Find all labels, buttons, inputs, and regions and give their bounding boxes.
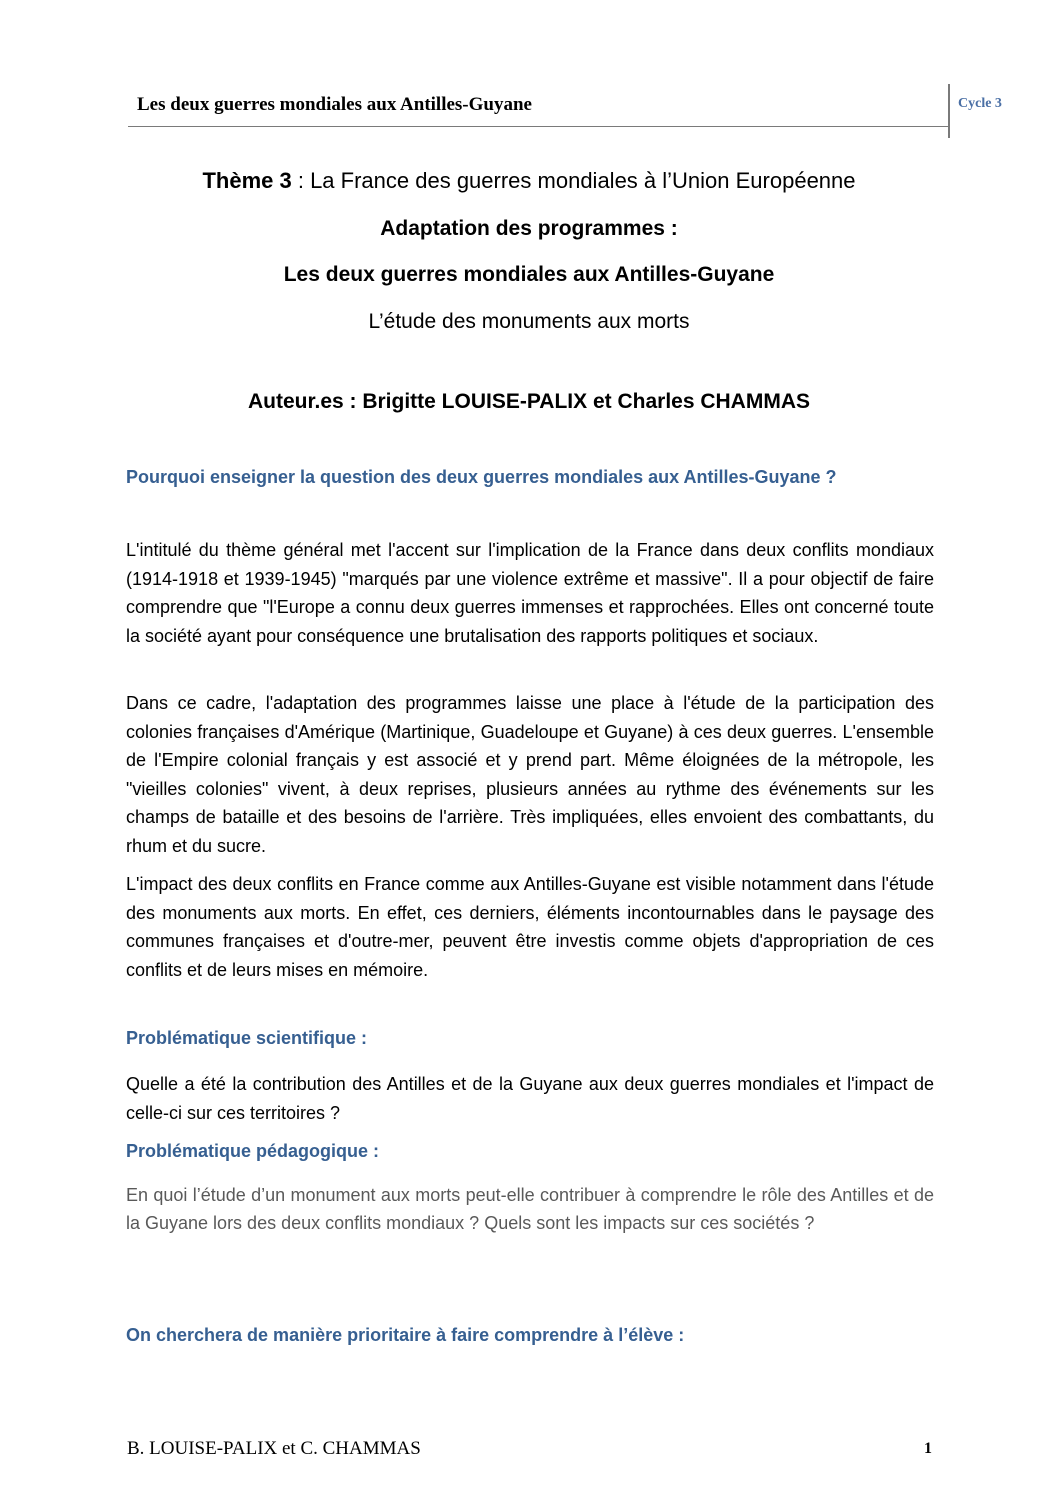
pourquoi-heading: Pourquoi enseigner la question des deux guerres mondiales aux Antilles-Guyane ? [126,467,837,487]
authors-line: Auteur.es : Brigitte LOUISE-PALIX et Charles CHAMMAS [247,390,811,413]
header-title: Les deux guerres mondiales aux Antilles-Guyane [137,94,532,115]
header-divider [948,84,950,138]
header-rule [128,126,950,127]
subject-title: Les deux guerres mondiales aux Antilles-Guyane [283,263,775,286]
page-number: 1 [924,1440,932,1457]
sci-question: Quelle a été la contribution des Antilles et de la Guyane aux deux guerres mondiales et l'impact de celle-ci sur ces territoires ? [126,1074,934,1123]
header-cycle: Cycle 3 [958,96,1002,111]
peda-question: En quoi l’étude d’un monument aux morts peut-elle contribuer à comprendre le rôle des Antilles et de la Guyane lors des deux conflits mondiaux ? Quels sont les impacts sur ces sociétés ? [126,1185,934,1233]
sci-heading: Problématique scientifique : [126,1028,368,1048]
pourquoi-paragraph-2: Dans ce cadre, l'adaptation des programmes laisse une place à l'étude de la participation des colonies françaises d'Amérique (Martinique, Guadeloupe et Guyane) à ces deux guerres. L'ensemble de l'Empire colonial français y est associé et y prend part. Même éloignées de la métropole, les "vieilles colonies" vivent, à deux reprises, plusieurs années au rythme des événements sur les champs de bataille et des besoins de l'arrière. Très impliquées, elles envoient des combattants, du rhum et du sucre. [126,693,934,856]
study-title: L’étude des monuments aux morts [368,310,690,333]
theme-text: : La France des guerres mondiales à l’Union Européenne [291,168,856,193]
peda-heading: Problématique pédagogique : [126,1141,380,1161]
adaptation-title: Adaptation des programmes : [380,217,678,240]
footer-authors: B. LOUISE-PALIX et C. CHAMMAS [127,1438,421,1459]
priorities-heading: On cherchera de manière prioritaire à faire comprendre à l’élève : [126,1325,685,1345]
pourquoi-paragraph-1: L'intitulé du thème général met l'accent sur l'implication de la France dans deux conflits mondiaux (1914-1918 et 1939-1945) "marqués par une violence extrême et massive". Il a pour objectif de faire comprendre que "l'Europe a connu deux guerres immenses et rapprochées. Elles ont concerné toute la société ayant pour conséquence une brutalisation des rapports politiques et sociaux. [126,540,934,646]
theme-title [0,168,1058,194]
theme-label: Thème 3 [202,168,292,193]
pourquoi-paragraph-3: L'impact des deux conflits en France comme aux Antilles-Guyane est visible notamment dans l'étude des monuments aux morts. En effet, ces derniers, éléments incontournables dans le paysage des communes françaises et d'outre-mer, peuvent être investis comme objets d'appropriation de ces conflits et de leurs mises en mémoire. [126,874,934,980]
